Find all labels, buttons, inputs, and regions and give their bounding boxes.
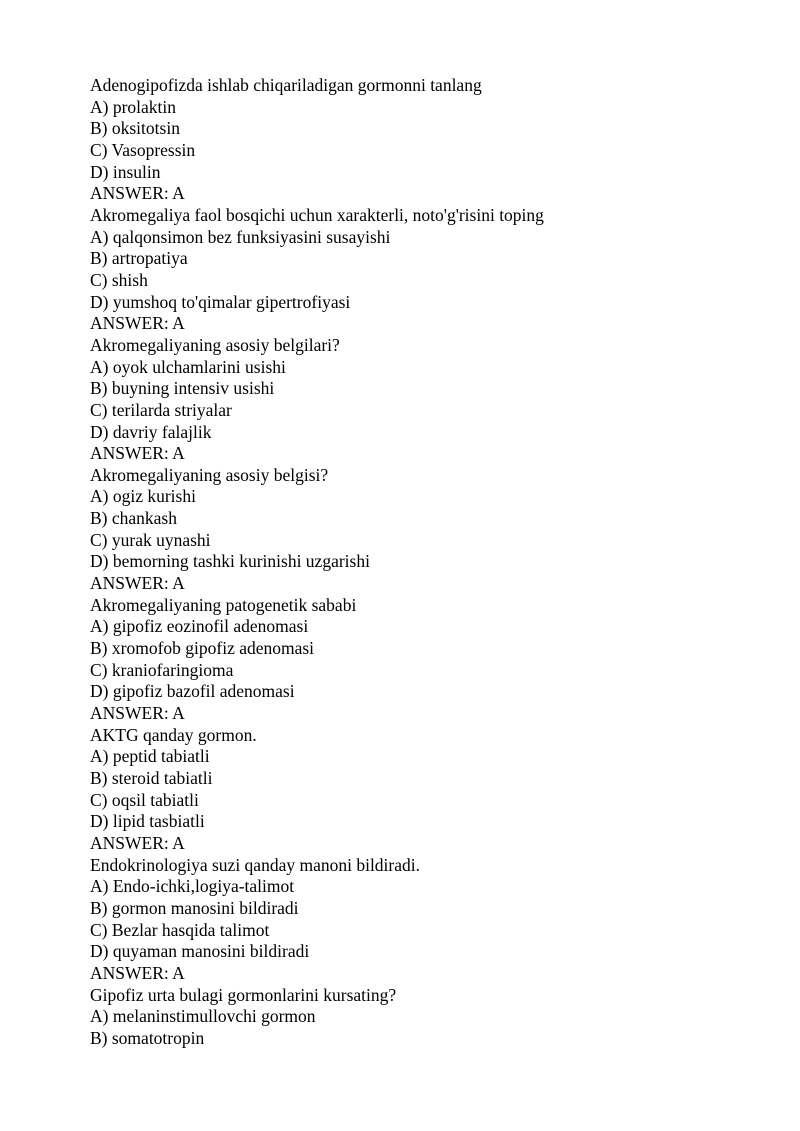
question-block [90, 725, 770, 855]
answer-option: C) Vasopressin [90, 139, 196, 160]
question-text: Adenogipofizda ishlab chiqariladigan gormonni tanlang [90, 75, 482, 95]
answer-option: A) ogiz kurishi [90, 486, 196, 507]
question-block [90, 855, 770, 985]
answer-option: D) gipofiz bazofil adenomasi [90, 681, 295, 702]
answer-option: D) davriy falajlik [90, 421, 212, 442]
answer-option: B) buyning intensiv usishi [90, 378, 275, 399]
question-block [90, 465, 770, 595]
correct-answer: ANSWER: A [90, 703, 185, 724]
correct-answer: ANSWER: A [90, 832, 185, 853]
question-block [90, 335, 770, 465]
question-text: Endokrinologiya suzi qanday manoni bildiradi. [90, 854, 421, 875]
answer-option: A) prolaktin [90, 96, 177, 117]
answer-option: D) lipid tasbiatli [90, 811, 205, 832]
answer-option: C) Bezlar hasqida talimot [90, 919, 270, 940]
answer-option: B) steroid tabiatli [90, 768, 213, 788]
correct-answer: ANSWER: A [90, 573, 185, 594]
document-page [90, 75, 770, 1050]
answer-option: A) Endo-ichki,logiya-talimot [90, 876, 295, 897]
question-text: Akromegaliyaning asosiy belgilari? [90, 334, 340, 355]
correct-answer: ANSWER: A [90, 443, 185, 464]
answer-option: B) xromofob gipofiz adenomasi [90, 638, 315, 659]
answer-option: D) bemorning tashki kurinishi uzgarishi [90, 551, 370, 572]
correct-answer: ANSWER: A [90, 313, 185, 334]
answer-option: A) peptid tabiatli [90, 746, 210, 767]
question-text: Akromegaliya faol bosqichi uchun xarakterli, noto'g'risini toping [90, 204, 544, 225]
answer-option: C) kraniofaringioma [90, 659, 234, 680]
answer-option: C) shish [90, 269, 148, 290]
answer-option: B) oksitotsin [90, 118, 180, 139]
answer-option: B) chankash [90, 508, 177, 529]
correct-answer: ANSWER: A [90, 183, 185, 204]
answer-option: C) terilarda striyalar [90, 399, 232, 420]
answer-option: A) qalqonsimon bez funksiyasini susayishi [90, 226, 391, 247]
question-text: AKTG qanday gormon. [90, 724, 257, 745]
answer-option: A) melaninstimullovchi gormon [90, 1006, 316, 1027]
answer-option: D) yumshoq to'qimalar gipertrofiyasi [90, 291, 351, 312]
answer-option: B) gormon manosini bildiradi [90, 897, 299, 918]
question-text: Akromegaliyaning patogenetik sababi [90, 594, 357, 615]
question-block [90, 595, 770, 725]
answer-option: B) artropatiya [90, 248, 188, 269]
question-block [90, 985, 770, 1050]
answer-option: B) somatotropin [90, 1027, 205, 1048]
answer-option: D) insulin [90, 161, 161, 182]
question-block [90, 205, 770, 335]
correct-answer: ANSWER: A [90, 962, 185, 983]
answer-option: D) quyaman manosini bildiradi [90, 941, 310, 962]
answer-option: C) oqsil tabiatli [90, 789, 199, 810]
question-block [90, 75, 770, 205]
question-text: Akromegaliyaning asosiy belgisi? [90, 464, 329, 485]
answer-option: A) oyok ulchamlarini usishi [90, 356, 286, 377]
question-text: Gipofiz urta bulagi gormonlarini kursating? [90, 984, 397, 1005]
answer-option: A) gipofiz eozinofil adenomasi [90, 616, 309, 637]
answer-option: C) yurak uynashi [90, 529, 211, 550]
